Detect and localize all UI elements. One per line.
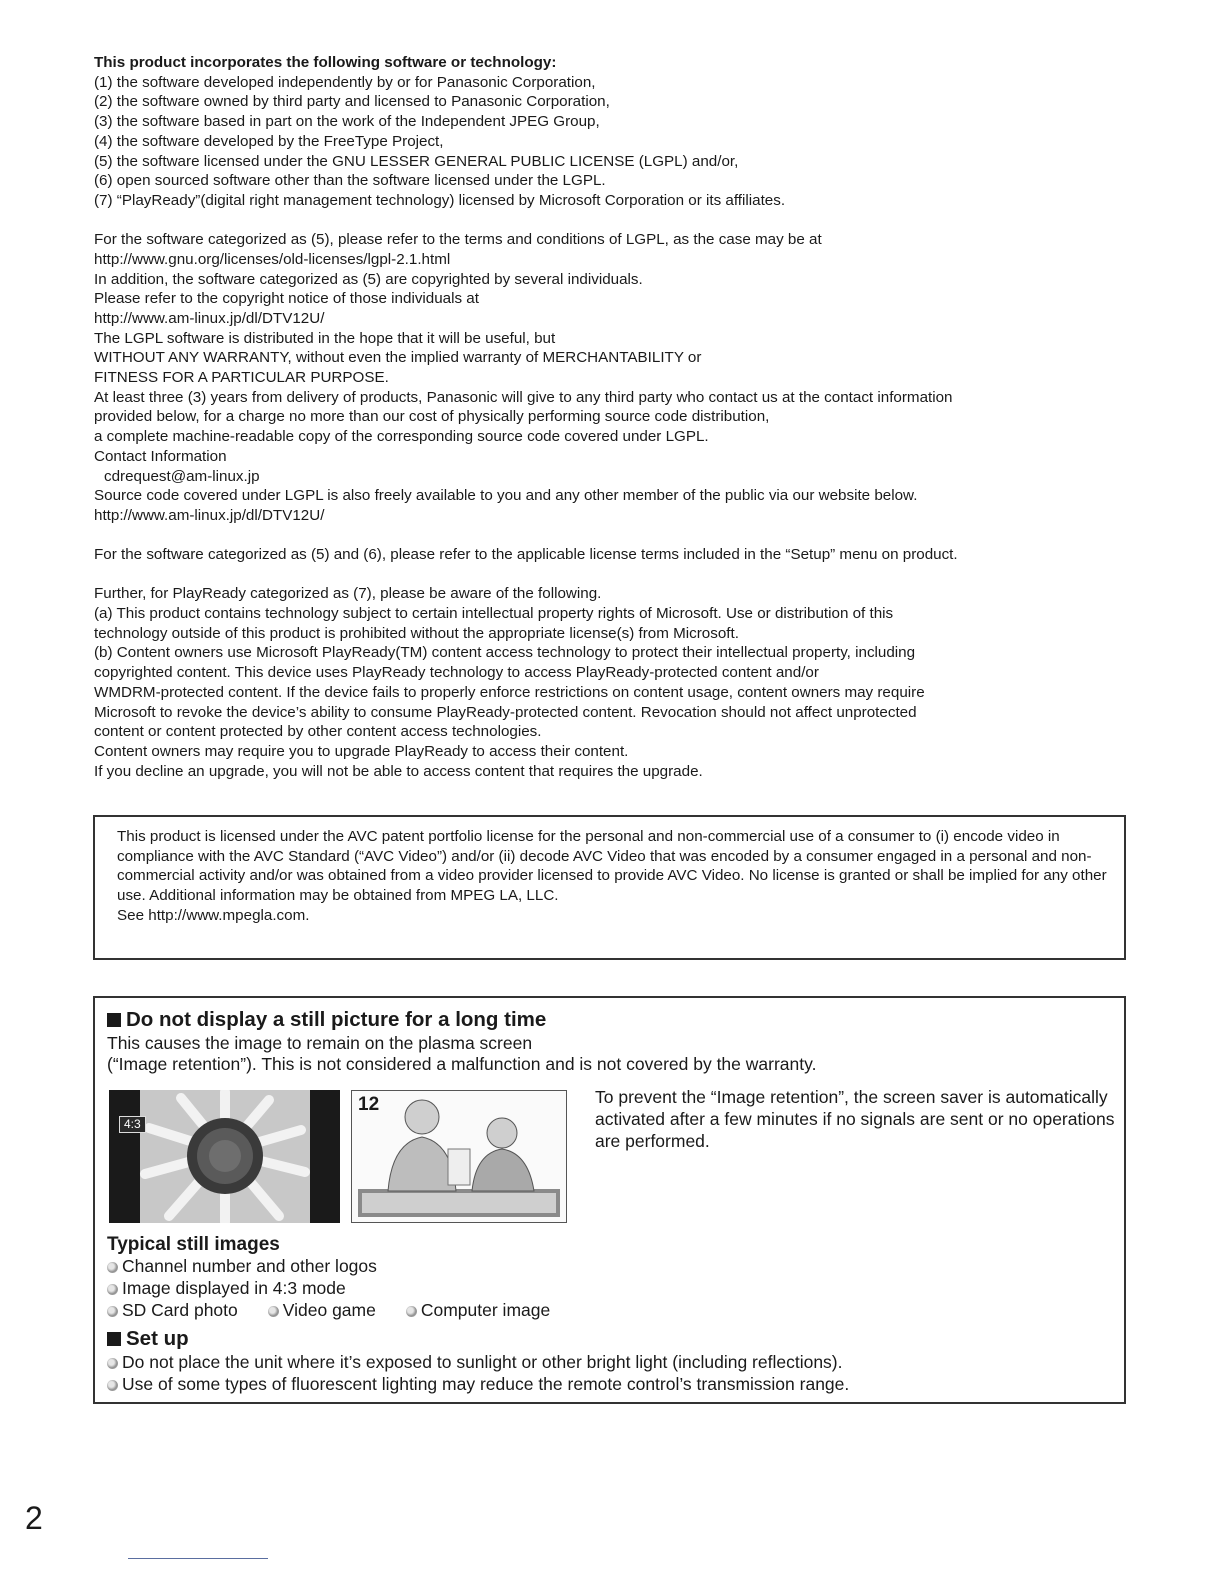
contact-heading: Contact Information — [94, 447, 227, 465]
software-item: (2) the software owned by third party and licensed to Panasonic Corporation, — [94, 93, 610, 111]
channel-logo-photo — [351, 1090, 567, 1223]
playready-line: (b) Content owners use Microsoft PlayReady(TM) content access technology to protect their intellectual property, including — [94, 644, 916, 662]
typical-item: Channel number and other logos — [107, 1256, 377, 1277]
footer-divider — [128, 1558, 268, 1559]
round-bullet-icon — [107, 1380, 118, 1391]
round-bullet-icon — [107, 1284, 118, 1295]
avc-notice-text: This product is licensed under the AVC patent portfolio license for the personal and non-commercial use of a consumer to (i) encode video in compliance with the AVC Standard (“AVC Video”) and/or (ii) decode AVC Video that was encoded by a consumer engaged in a personal and non-commercial activity and/or was obtained from a video provider licensed to provide AVC Video. No license is granted or shall be implied for any other use. Additional information may be obtained from MPEG LA, LLC. — [117, 828, 1107, 905]
copyright-link[interactable]: http://www.am-linux.jp/dl/DTV12U/ — [94, 309, 325, 327]
setup-item: Do not place the unit where it’s exposed to sunlight or other bright light (including reflections). — [107, 1352, 843, 1373]
playready-line: WMDRM-protected content. If the device fails to properly enforce restrictions on content usage, content owners may require — [94, 683, 925, 701]
round-bullet-icon — [268, 1306, 279, 1317]
software-item: (7) “PlayReady”(digital right management technology) licensed by Microsoft Corporation or its affiliates. — [94, 191, 786, 209]
aspect-ratio-badge: 4:3 — [119, 1116, 146, 1133]
playready-line: technology outside of this product is prohibited without the appropriate license(s) from Microsoft. — [94, 624, 739, 642]
playready-line: Further, for PlayReady categorized as (7), please be aware of the following. — [94, 585, 602, 603]
screen-saver-note: To prevent the “Image retention”, the screen saver is automatically activated after a few minutes if no signals are sent or no operations are performed. — [595, 1087, 1115, 1151]
channel-number: 12 — [358, 1094, 380, 1115]
typical-item-row: SD Card photo Video game Computer image — [107, 1300, 550, 1321]
lgpl-line: At least three (3) years from delivery of products, Panasonic will give to any third party who contact us at the contact information — [94, 388, 953, 406]
software-item: (4) the software developed by the FreeType Project, — [94, 132, 444, 150]
playready-line: copyrighted content. This device uses PlayReady technology to access PlayReady-protected content and/or — [94, 664, 819, 682]
mpegla-link[interactable]: See http://www.mpegla.com. — [117, 906, 310, 924]
lgpl-line: WITHOUT ANY WARRANTY, without even the implied warranty of MERCHANTABILITY or — [94, 349, 702, 367]
source-code-link[interactable]: http://www.am-linux.jp/dl/DTV12U/ — [94, 506, 325, 524]
lgpl-link[interactable]: http://www.gnu.org/licenses/old-licenses/lgpl-2.1.html — [94, 250, 451, 268]
still-picture-line: (“Image retention”). This is not considered a malfunction and is not covered by the warranty. — [107, 1054, 817, 1074]
care-notice-box — [93, 996, 1126, 1404]
square-bullet-icon — [107, 1013, 121, 1027]
playready-line: (a) This product contains technology subject to certain intellectual property rights of Microsoft. Use or distribution of this — [94, 605, 894, 623]
lgpl-line: In addition, the software categorized as (5) are copyrighted by several individuals. — [94, 270, 643, 288]
software-license-section — [94, 53, 1134, 781]
software-item: (5) the software licensed under the GNU LESSER GENERAL PUBLIC LICENSE (LGPL) and/or, — [94, 152, 739, 170]
setup-menu-note: For the software categorized as (5) and (6), please refer to the applicable license terms included in the “Setup” menu on product. — [94, 546, 958, 564]
lgpl-line: a complete machine-readable copy of the corresponding source code covered under LGPL. — [94, 428, 709, 446]
still-picture-line: This causes the image to remain on the plasma screen — [107, 1033, 533, 1053]
setup-item: Use of some types of fluorescent lighting may reduce the remote control’s transmission range. — [107, 1374, 849, 1395]
typical-item: Image displayed in 4:3 mode — [107, 1278, 346, 1299]
lgpl-line: The LGPL software is distributed in the hope that it will be useful, but — [94, 329, 556, 347]
avc-license-notice — [93, 815, 1126, 960]
software-item: (1) the software developed independently by or for Panasonic Corporation, — [94, 73, 596, 91]
setup-title: Set up — [107, 1327, 189, 1351]
software-heading: This product incorporates the following software or technology: — [94, 54, 557, 71]
software-item: (3) the software based in part on the work of the Independent JPEG Group, — [94, 113, 600, 131]
playready-line: Microsoft to revoke the device’s ability to consume PlayReady-protected content. Revocation should not affect unprotected — [94, 703, 917, 721]
round-bullet-icon — [107, 1306, 118, 1317]
contact-email[interactable]: cdrequest@am-linux.jp — [104, 467, 260, 485]
playready-line: If you decline an upgrade, you will not be able to access content that requires the upgrade. — [94, 762, 703, 780]
playready-line: Content owners may require you to upgrade PlayReady to access their content. — [94, 743, 629, 760]
lgpl-line: provided below, for a charge no more than our cost of physically performing source code distribution, — [94, 408, 770, 426]
round-bullet-icon — [107, 1358, 118, 1369]
round-bullet-icon — [406, 1306, 417, 1317]
lgpl-line: Source code covered under LGPL is also freely available to you and any other member of the public via our website below. — [94, 487, 918, 505]
square-bullet-icon — [107, 1332, 121, 1346]
typical-still-images-heading: Typical still images — [107, 1234, 280, 1255]
page-number: 2 — [25, 1500, 43, 1536]
lgpl-line: FITNESS FOR A PARTICULAR PURPOSE. — [94, 369, 389, 387]
lgpl-line: For the software categorized as (5), please refer to the terms and conditions of LGPL, as the case may be at — [94, 231, 822, 249]
round-bullet-icon — [107, 1262, 118, 1273]
sunflower-photo — [109, 1090, 340, 1223]
lgpl-line: Please refer to the copyright notice of those individuals at — [94, 290, 479, 308]
software-item: (6) open sourced software other than the software licensed under the LGPL. — [94, 172, 606, 190]
still-picture-title: Do not display a still picture for a long time — [107, 1008, 546, 1032]
playready-line: content or content protected by other content access technologies. — [94, 723, 542, 741]
